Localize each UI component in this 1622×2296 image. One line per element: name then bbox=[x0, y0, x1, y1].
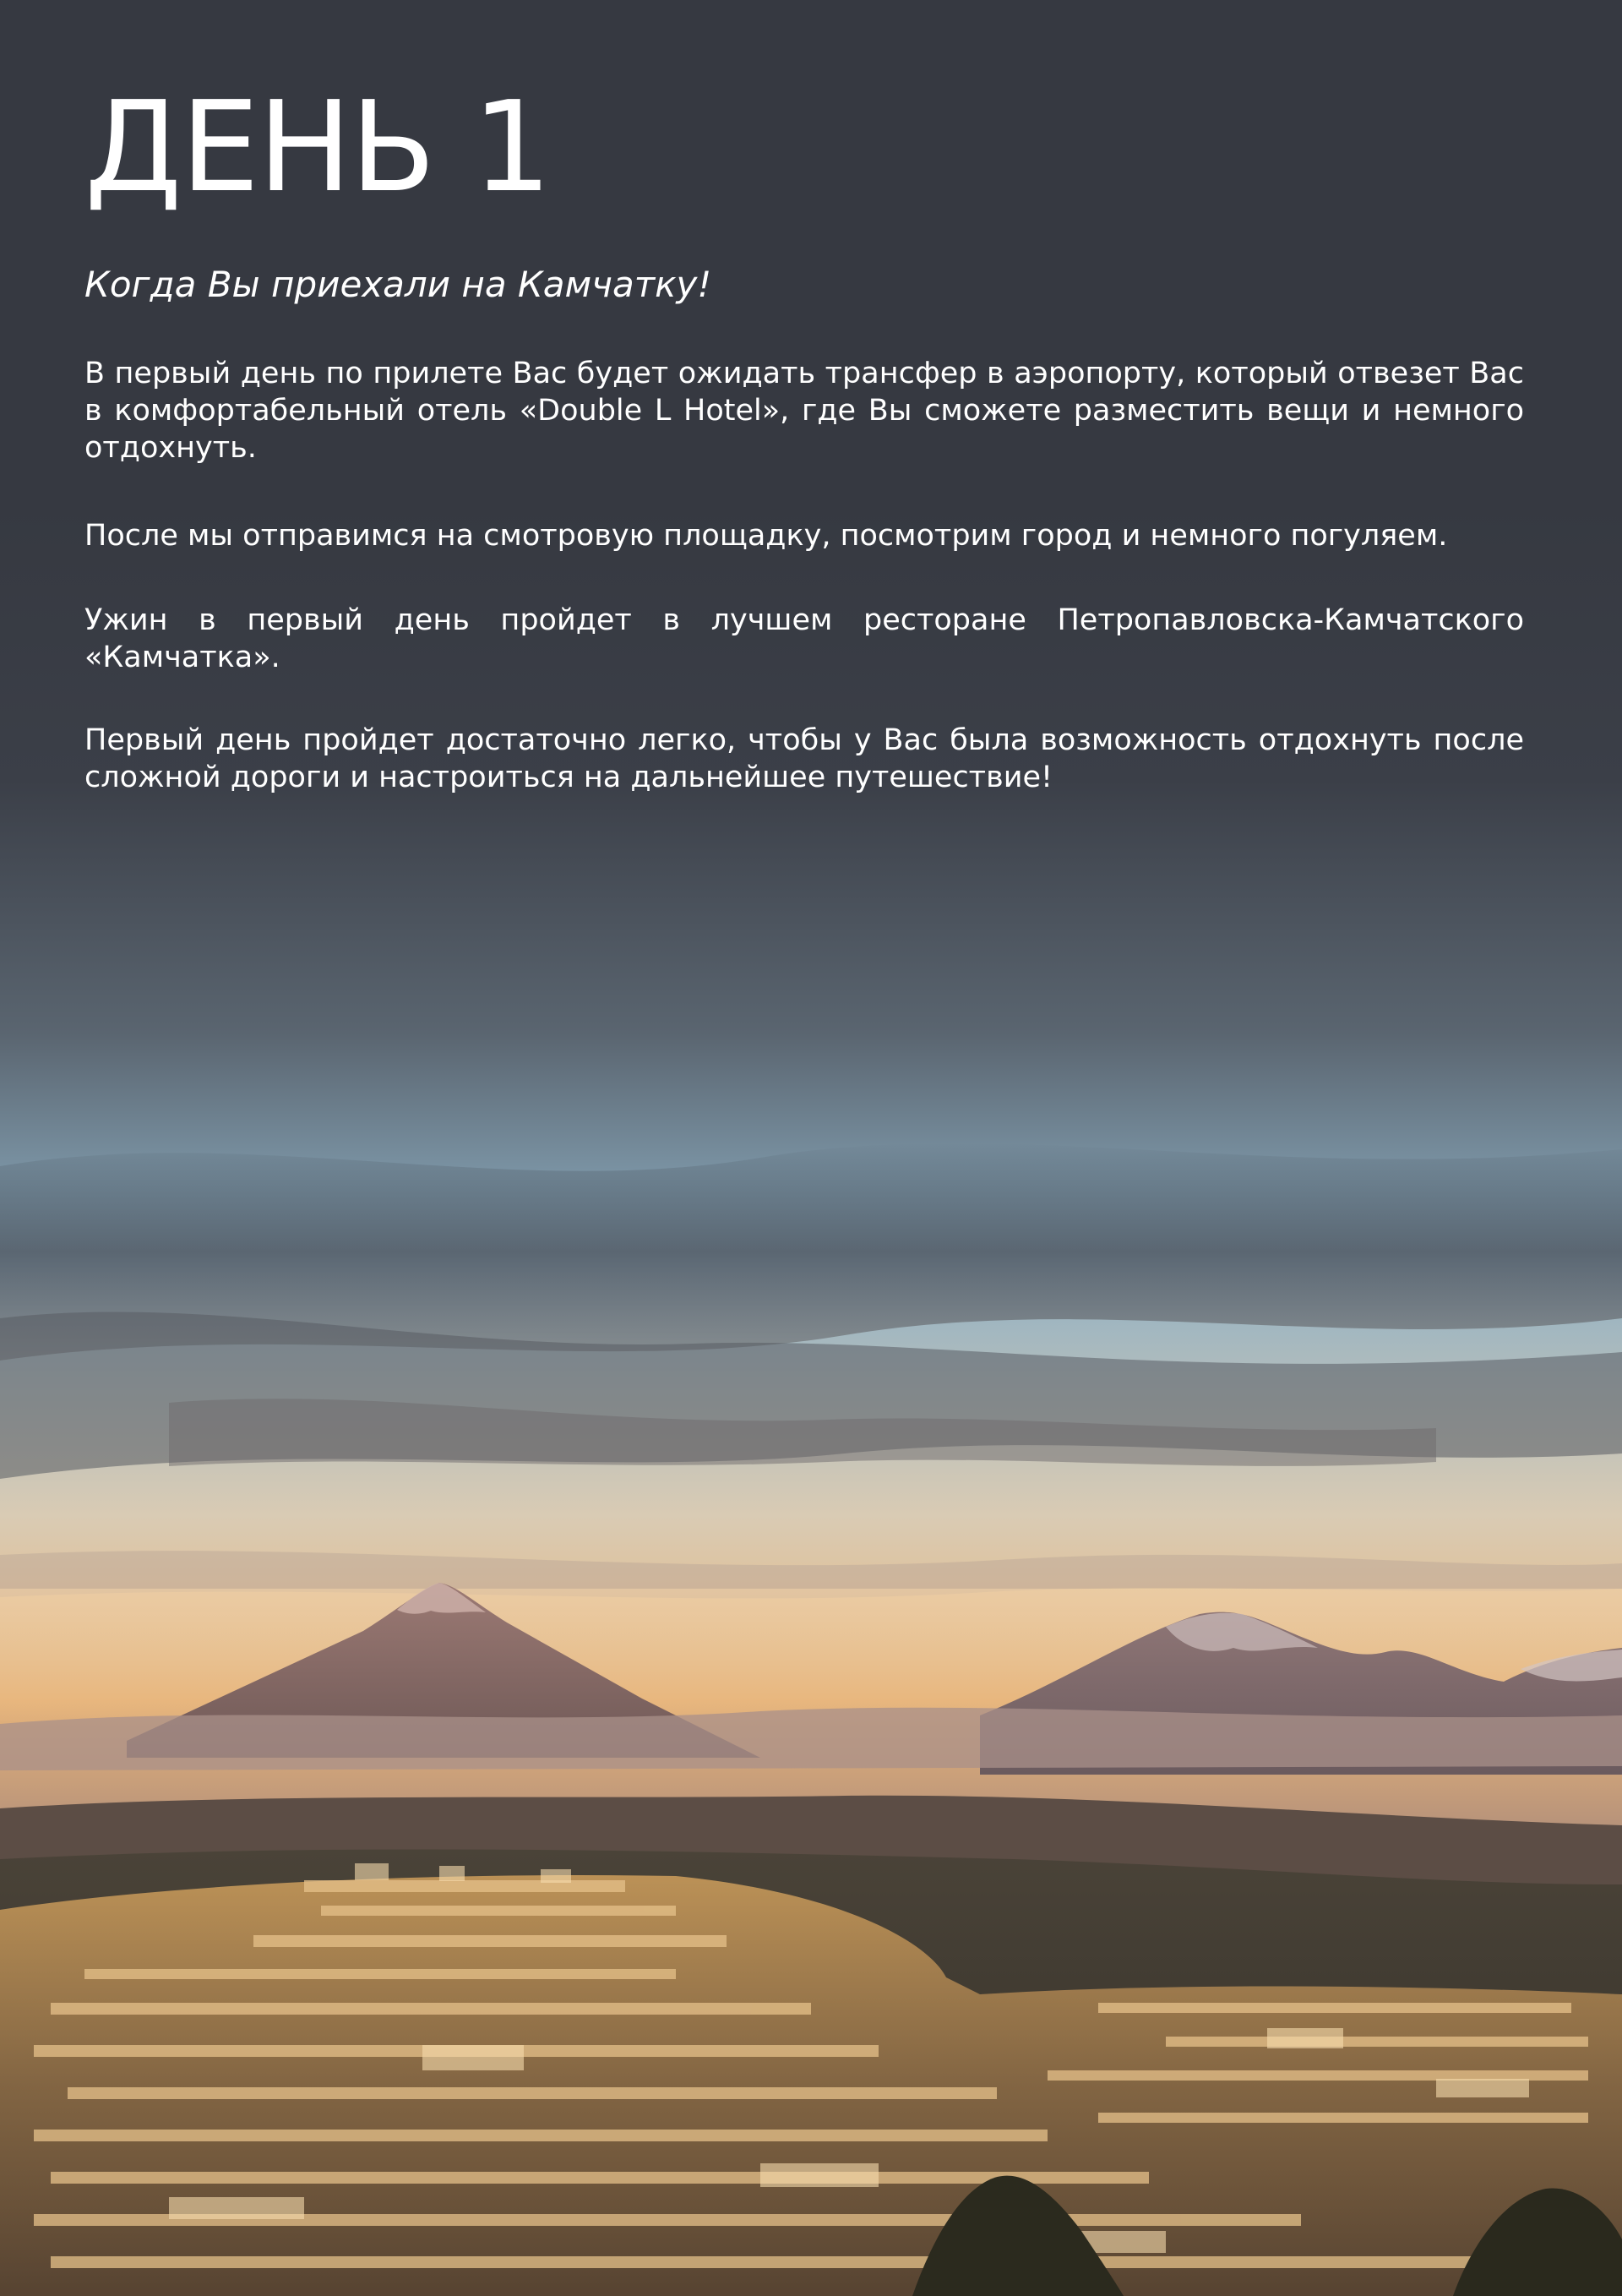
day-title: ДЕНЬ 1 bbox=[84, 74, 551, 220]
day-subtitle: Когда Вы приехали на Камчатку! bbox=[84, 264, 712, 305]
paragraph-viewpoint: После мы отправимся на смотровую площадку, посмотрим город и немного погуляем. bbox=[84, 519, 1448, 554]
paragraph-dinner: Ужин в первый день пройдет в лучшем ресторане Петропавловска-Камчатского «Камчатка». bbox=[84, 603, 1524, 675]
paragraph-arrival: В первый день по прилете Вас будет ожидать трансфер в аэропорту, который отвезет Вас в комфортабельный отель «Double L Hotel», где Вы сможете разместить вещи и немного отдохнуть. bbox=[84, 357, 1524, 466]
paragraph-summary: Первый день пройдет достаточно легко, чтобы у Вас была возможность отдохнуть после сложной дороги и настроиться на дальнейшее путешествие! bbox=[84, 723, 1524, 795]
day-content bbox=[84, 74, 1524, 796]
